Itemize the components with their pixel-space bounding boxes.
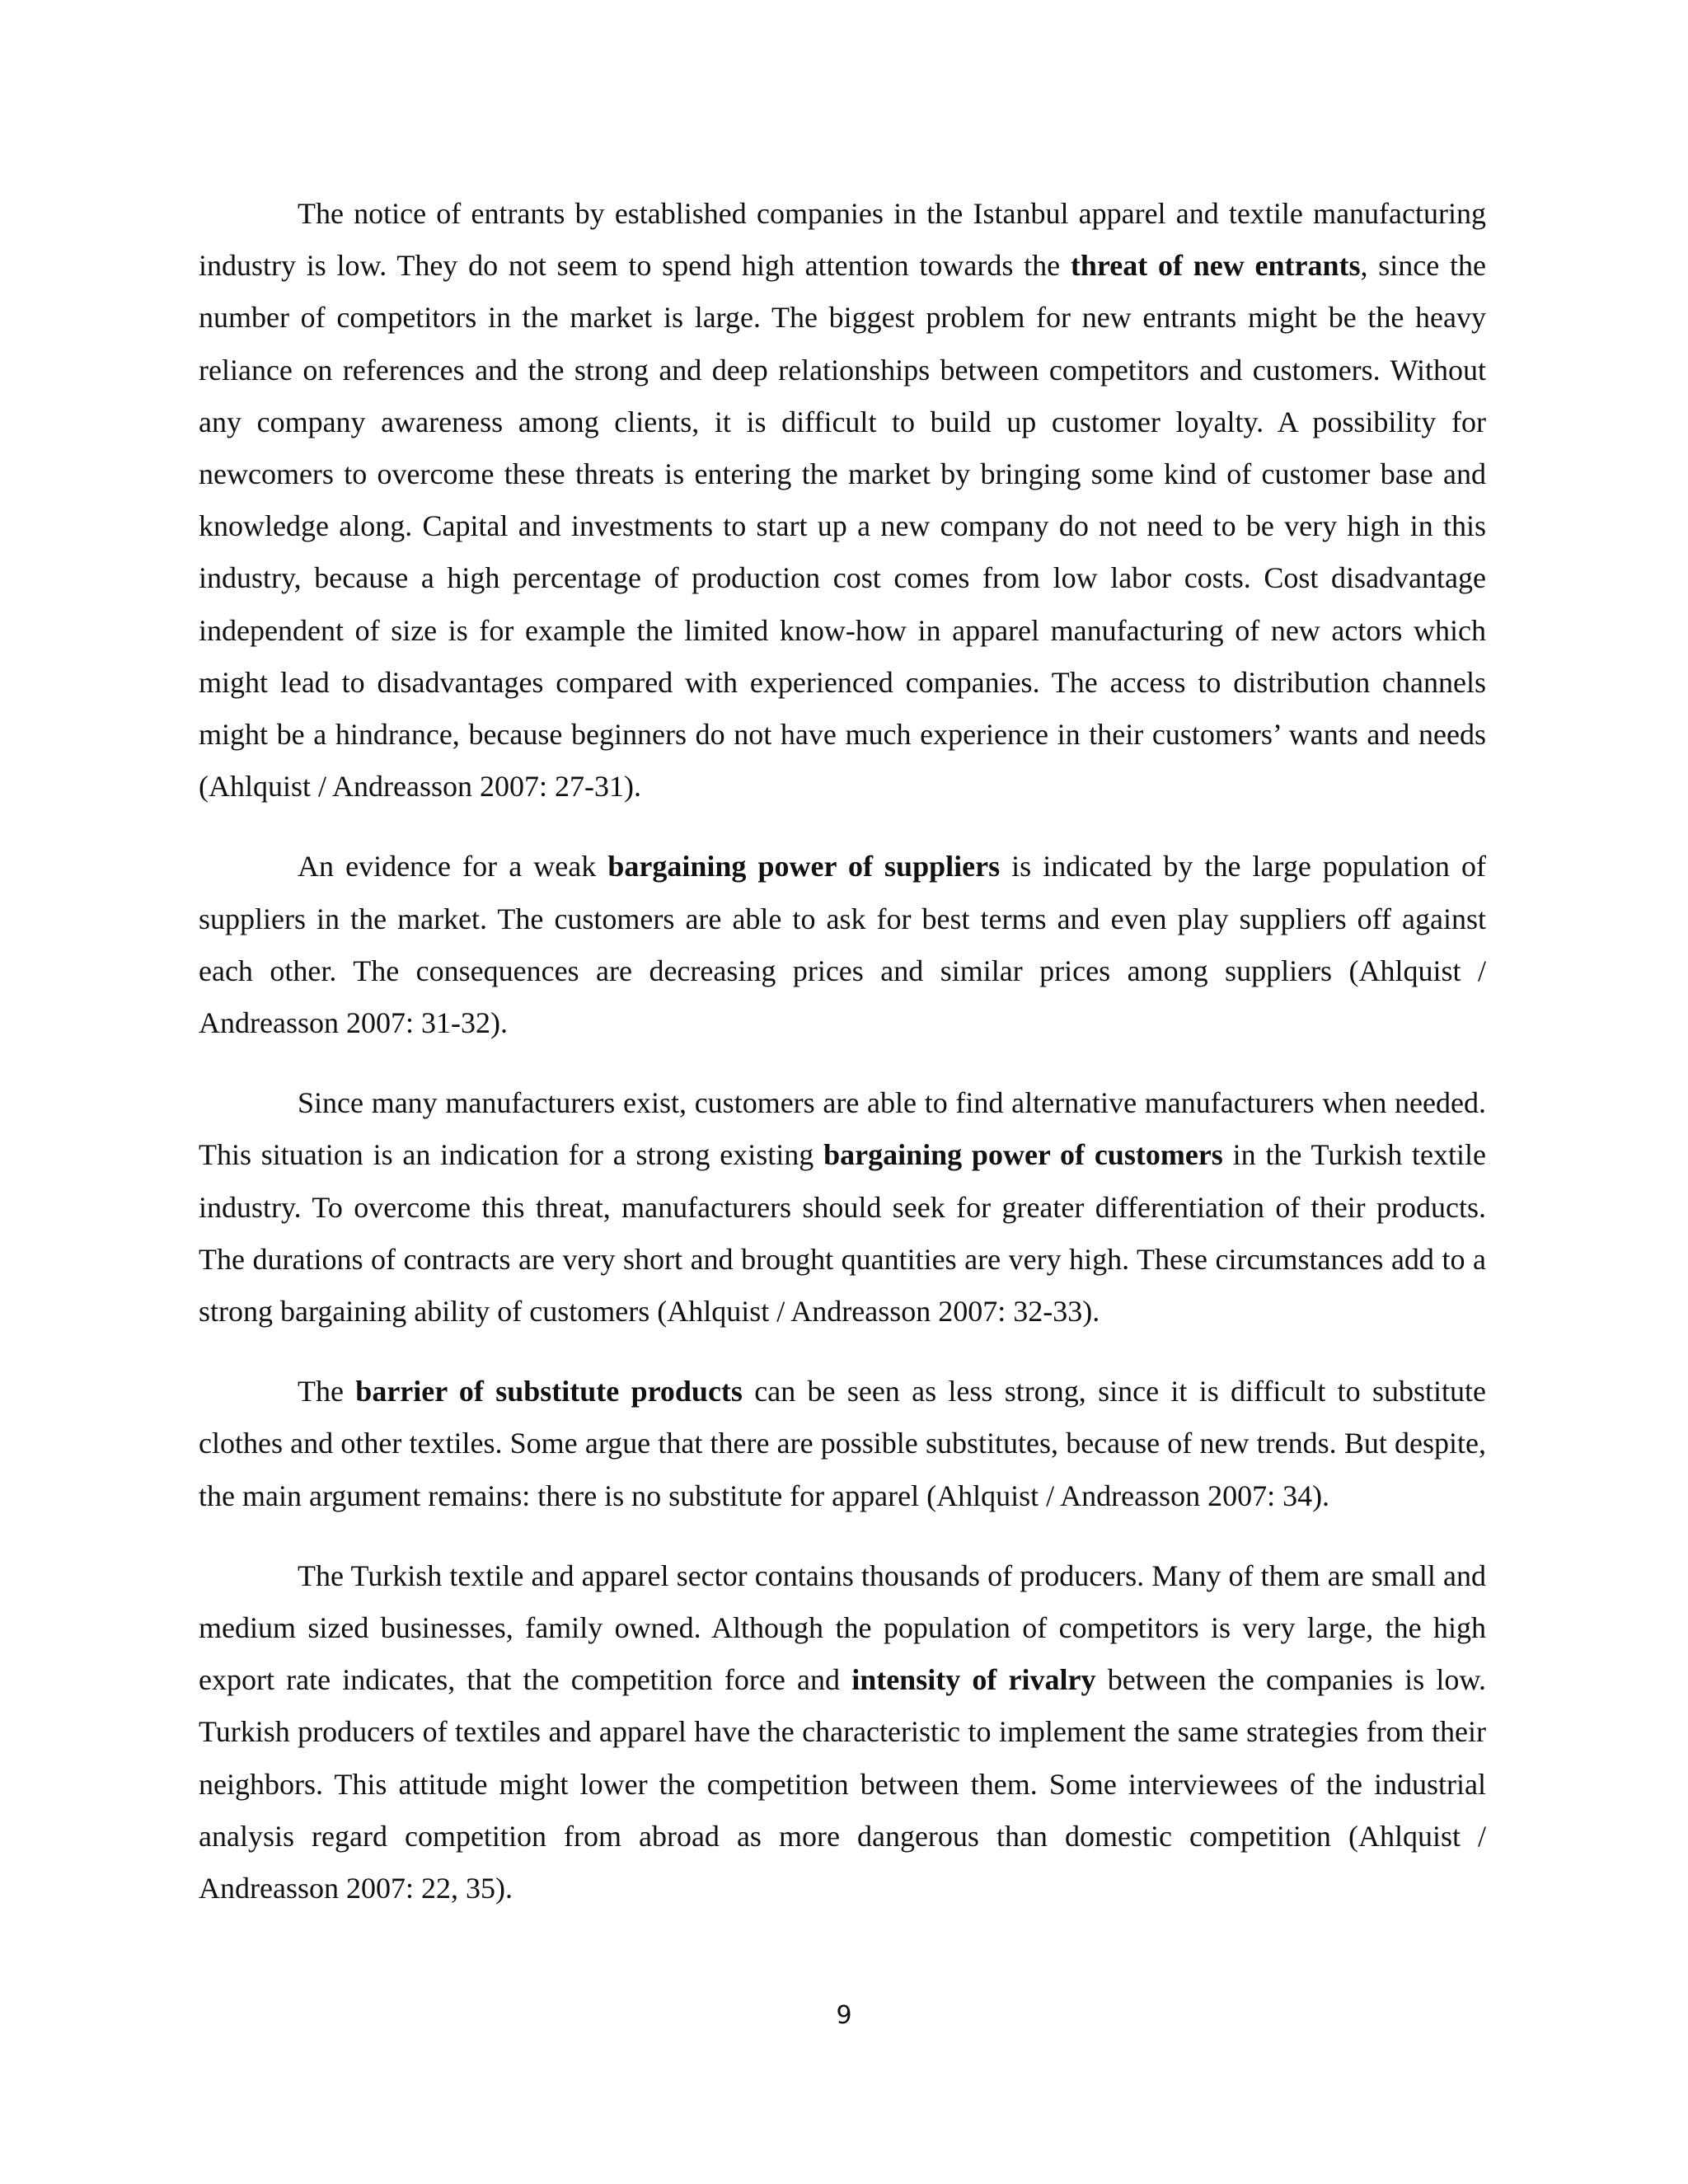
page-number: 9: [836, 2001, 852, 2030]
key-term: threat of new entrants: [1070, 249, 1361, 283]
key-term: bargaining power of suppliers: [607, 850, 1001, 883]
paragraph-bargaining-power-of-customers: Since many manufacturers exist, customers are able to find alternative manufacturers when needed. This situation is an indication for a strong existing bargaining power of customers in the Turkish textile industry. To overcome this threat, manufacturers should seek for greater differentiation of their products. The durations of contracts are very short and brought quantities are very high. These circumstances add to a strong bargaining ability of customers (Ahlquist / Andreasson 2007: 32-33).: [199, 1086, 1486, 1329]
key-term: bargaining power of customers: [823, 1138, 1223, 1172]
paragraph-bargaining-power-of-suppliers: An evidence for a weak bargaining power of suppliers is indicated by the large population of suppliers in the market. The customers are able to ask for best terms and even play suppliers off against each other. The consequences are decreasing prices and similar prices among suppliers (Ahlquist / Andreasson 2007: 31-32).: [199, 850, 1487, 1040]
paragraph-substitute-products: The barrier of substitute products can be seen as less strong, since it is difficult to substitute clothes and other textiles. Some argue that there are possible substitutes, because of new trends. But despite, the main argument remains: there is no substitute for apparel (Ahlquist / Andreasson 2007: 34).: [199, 1375, 1486, 1512]
key-term: intensity of rivalry: [851, 1663, 1096, 1697]
paragraph-intensity-of-rivalry: The Turkish textile and apparel sector contains thousands of producers. Many of them are small and medium sized businesses, family owned. Although the population of competitors is very large, the high export rate indicates, that the competition force and intensity of rivalry between the companies is low. Turkish producers of textiles and apparel have the characteristic to implement the same strategies from their neighbors. This attitude might lower the competition between them. Some interviewees of the industrial analysis regard competition from abroad as more dangerous than domestic competition (Ahlquist / Andreasson 2007: 22, 35).: [199, 1558, 1486, 1905]
key-term: barrier of substitute products: [355, 1375, 743, 1408]
paragraph-threat-of-new-entrants: The notice of entrants by established companies in the Istanbul apparel and textile manufacturing industry is low. They do not seem to spend high attention towards the threat of new entrants, since the number of competitors in the market is large. The biggest problem for new entrants might be the heavy reliance on references and the strong and deep relationships between competitors and customers. Without any company awareness among clients, it is difficult to build up customer loyalty. A possibility for newcomers to overcome these threats is entering the market by bringing some kind of customer base and knowledge along. Capital and investments to start up a new company do not need to be very high in this industry, because a high percentage of production cost comes from low labor costs. Cost disadvantage independent of size is for example the limited know-how in apparel manufacturing of new actors which might lead to disadvantages compared with experienced companies. The access to distribution channels might be a hindrance, because beginners do not have much experience in their customers’ wants and needs (Ahlquist / Andreasson 2007: 27-31).: [199, 197, 1486, 804]
body-text: [199, 188, 1486, 1915]
